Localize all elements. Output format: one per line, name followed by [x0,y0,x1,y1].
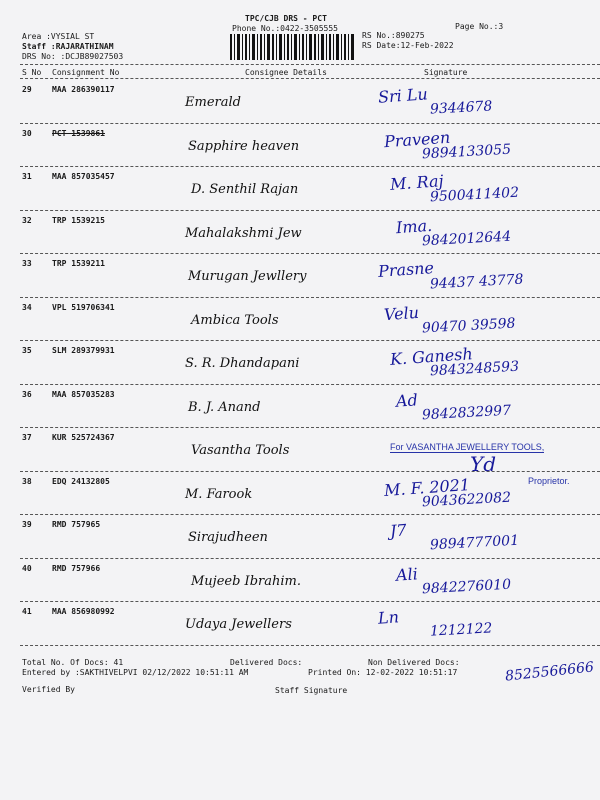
row-divider [20,514,600,515]
sheet-title: TPC/CJB DRS - PCT [245,14,327,23]
row-consignee-name: Murugan Jewllery [188,269,307,284]
row-consignee-name: B. J. Anand [188,399,261,415]
row-sno: 32 [22,215,32,225]
col-signature: Signature [424,68,468,77]
row-phone: 9843248593 [429,358,520,380]
row-consignee-name: Mahalakshmi Jew [185,225,302,241]
row-sno: 35 [22,346,32,355]
row-divider [20,340,600,341]
row-divider [20,384,600,385]
row-signature: M. F. 2021 [383,474,471,500]
row-consignment: MAA 857035283 [52,389,115,399]
row-consignment: MAA 856980992 [52,607,115,616]
row-divider [20,297,600,298]
printed-on: Printed On: 12-02-2022 10:51:17 [308,668,458,677]
row-divider [20,558,600,559]
row-divider [20,427,600,428]
company-stamp: For VASANTHA JEWELLERY TOOLS, [390,442,545,452]
phone-number: Phone No.:0422-3505555 [232,24,338,33]
row-consignee-name: Sapphire heaven [188,138,300,154]
rs-date: RS Date:12-Feb-2022 [362,41,454,50]
area-label: Area :VYSIAL ST [22,32,95,41]
row-consignment: MAA 857035457 [52,172,115,181]
delivered-docs: Delivered Docs: [230,658,303,667]
row-consignee-name: Mujeeb Ibrahim. [191,573,301,589]
row-sno: 38 [22,476,32,486]
row-consignment: PCT 1539861 [52,128,105,138]
row-signature: Ali [395,563,419,585]
row-consignment: VPL 519706341 [52,302,115,312]
row-signature: Ln [377,607,400,628]
drs-number: DRS No: :DCJB89027503 [22,52,124,61]
staff-signature: Staff Signature [275,686,348,695]
row-divider [20,166,600,167]
row-phone: 9894133055 [421,141,512,162]
row-consignment: RMD 757965 [52,520,101,529]
row-sno: 30 [22,128,32,138]
row-consignment: KUR 525724367 [52,433,115,442]
row-signature: K. Ganesh [389,344,474,369]
row-phone: 9842832997 [421,402,512,423]
row-signature: Sri Lu [377,84,429,107]
row-phone: 9894777001 [429,532,520,554]
row-phone: 9500411402 [429,184,520,206]
row-signature: Velu [383,302,420,324]
row-sno: 36 [22,389,32,399]
rs-number: RS No.:890275 [362,31,425,40]
row-divider [20,253,600,254]
entered-by: Entered by :SAKTHIVELPVI 02/12/2022 10:51:11 AM [22,668,249,677]
row-signature: M. Raj [389,171,445,194]
row-sno: 31 [22,172,32,181]
row-phone: 90470 39598 [421,315,516,336]
row-phone: 9842012644 [421,228,512,249]
row-consignee-name: Emerald [185,95,241,110]
divider [20,64,600,65]
verified-by: Verified By [22,685,75,694]
row-sno: 41 [22,607,32,616]
row-consignee-name: Ambica Tools [191,312,279,328]
row-consignee-name: M. Farook [185,486,253,502]
row-consignee-name: S. R. Dhandapani [185,356,300,371]
page-number: Page No.:3 [455,22,504,31]
row-phone: 9344678 [429,98,493,118]
row-consignee-name: D. Senthil Rajan [191,182,299,197]
row-phone: 1212122 [429,620,493,640]
row-consignment: TRP 1539211 [52,259,105,268]
row-consignment: TRP 1539215 [52,215,105,225]
row-signature: J7 [389,520,408,541]
staff-label: Staff :RAJARATHINAM [22,42,114,51]
row-divider [20,645,600,646]
row-phone: 9043622082 [421,489,512,510]
row-sno: 34 [22,302,32,312]
row-divider [20,210,600,211]
divider [20,78,600,79]
row-consignment: MAA 286390117 [52,85,115,94]
row-signature: Prasne [377,258,435,281]
row-divider [20,471,600,472]
col-consignee: Consignee Details [245,68,327,77]
row-consignment: RMD 757966 [52,563,101,573]
row-sno: 33 [22,259,32,268]
row-divider [20,601,600,602]
row-phone: 9842276010 [421,576,512,597]
row-sno: 37 [22,433,32,442]
row-consignee-name: Udaya Jewellers [185,617,292,632]
row-signature: Praveen [383,127,451,151]
row-consignment: SLM 289379931 [52,346,115,355]
row-signature: Ima. [395,215,433,237]
row-sno: 29 [22,85,32,94]
extra-phone: 8525566666 [504,659,595,685]
row-sno: 39 [22,520,32,529]
row-consignee-name: Sirajudheen [188,530,268,545]
col-sno: S No [22,68,42,77]
row-consignment: EDQ 24132805 [52,476,110,486]
non-delivered-docs: Non Delivered Docs: [368,658,460,667]
row-consignee-name: Vasantha Tools [191,443,290,458]
stamp-proprietor: Proprietor. [528,476,570,486]
row-phone: 94437 43778 [429,271,524,293]
row-sno: 40 [22,563,32,573]
row-signature: Ad [395,389,419,411]
total-docs: Total No. Of Docs: 41 [22,658,124,667]
barcode-icon [230,34,356,60]
col-consignment: Consignment No [52,68,120,77]
stamp-signature: Yd [470,452,497,476]
row-divider [20,123,600,124]
